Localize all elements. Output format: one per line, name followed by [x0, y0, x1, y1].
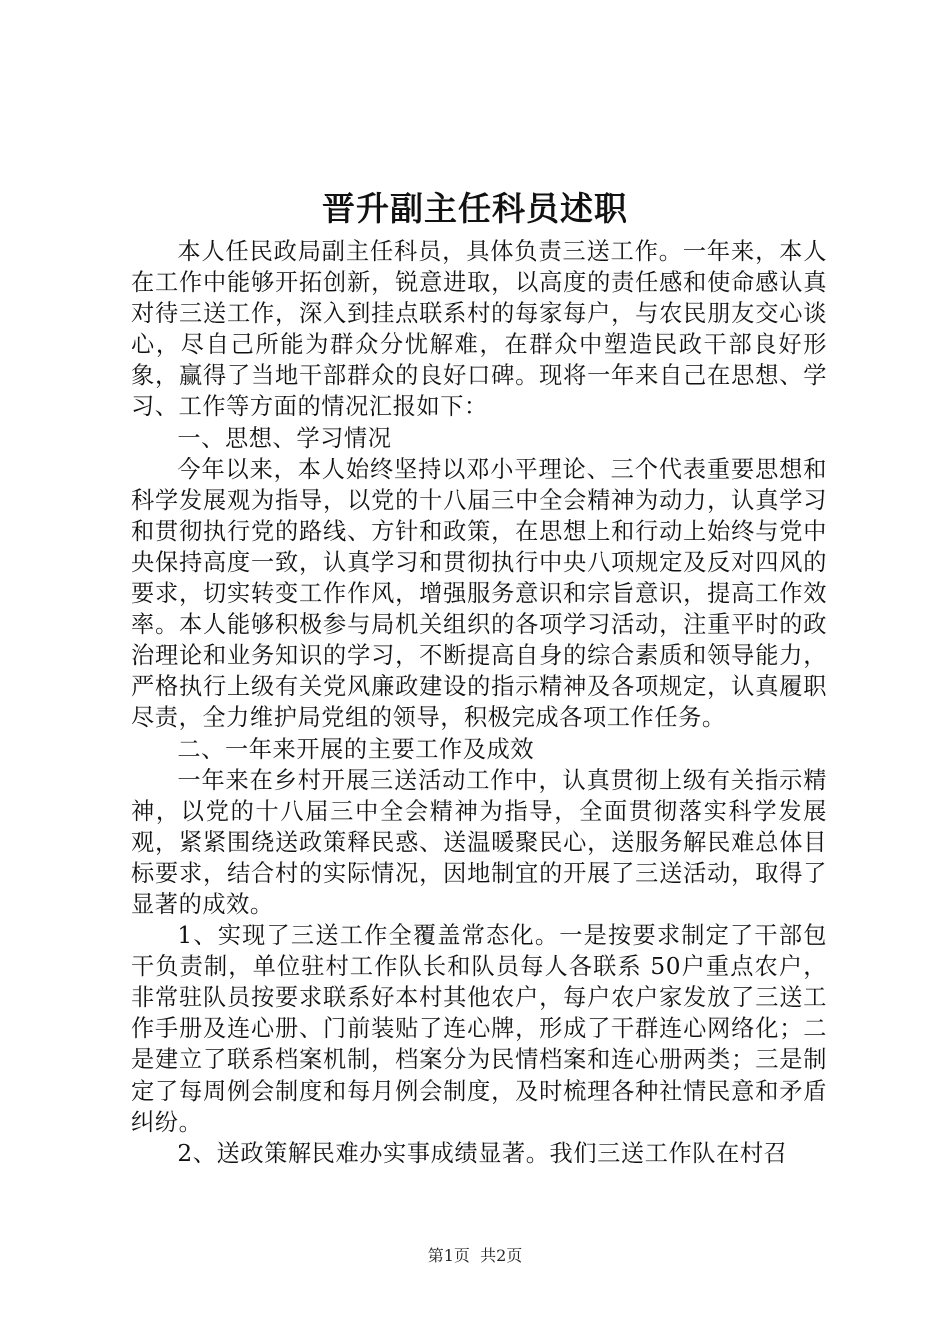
paragraph-intro: 本人任民政局副主任科员，具体负责三送工作。一年来，本人在工作中能够开拓创新，锐意进取，以高度的责任感和使命感认真对待三送工作，深入到挂点联系村的每家每户，与农民朋友交心谈心，尽自己所能为群众分忧解难，在群众中塑造民政干部良好形象，赢得了当地干部群众的良好口碑。现将一年来自己在思想、学习、工作等方面的情况汇报如下：	[131, 238, 827, 421]
document-title: 晋升副主任科员述职	[322, 189, 628, 228]
page-total: 共2页	[480, 1246, 523, 1265]
paragraph-section-1: 今年以来，本人始终坚持以邓小平理论、三个代表重要思想和科学发展观为指导，以党的十八届三中全会精神为动力，认真学习和贯彻执行党的路线、方针和政策，在思想上和行动上始终与党中央保持高度一致，认真学习和贯彻执行中央八项规定及反对四风的要求，切实转变工作作风，增强服务意识和宗旨意识，提高工作效率。本人能够积极参与局机关组织的各项学习活动，注重平时的政治理论和业务知识的学习，不断提高自身的综合素质和领导能力，严格执行上级有关党风廉政建设的指示精神及各项规定，认真履职尽责，全力维护局党组的领导，积极完成各项工作任务。	[131, 455, 827, 732]
paragraph-section-2: 一年来在乡村开展三送活动工作中，认真贯彻上级有关指示精神，以党的十八届三中全会精神为指导，全面贯彻落实科学发展观，紧紧围绕送政策释民惑、送温暖聚民心，送服务解民难总体目标要求，结合村的实际情况，因地制宜的开展了三送活动，取得了显著的成效。	[131, 766, 827, 918]
paragraph-item-1: 1、实现了三送工作全覆盖常态化。一是按要求制定了干部包干负责制，单位驻村工作队长和队员每人各联系 50户重点农户，非常驻队员按要求联系好本村其他农户，每户农户家发放了三送工作手册及连心册、门前装贴了连心牌，形成了干群连心网络化；二是建立了联系档案机制，档案分为民情档案和连心册两类；三是制定了每周例会制度和每月例会制度，及时梳理各种社情民意和矛盾纠纷。	[131, 922, 827, 1136]
section-heading-1: 一、思想、学习情况	[177, 424, 392, 452]
section-heading-2: 二、一年来开展的主要工作及成效	[177, 735, 535, 763]
page-footer	[0, 1245, 950, 1267]
document-body	[131, 236, 827, 1169]
paragraph-item-2: 2、送政策解民难办实事成绩显著。我们三送工作队在村召	[177, 1139, 788, 1167]
page-number: 第1页	[427, 1246, 470, 1265]
